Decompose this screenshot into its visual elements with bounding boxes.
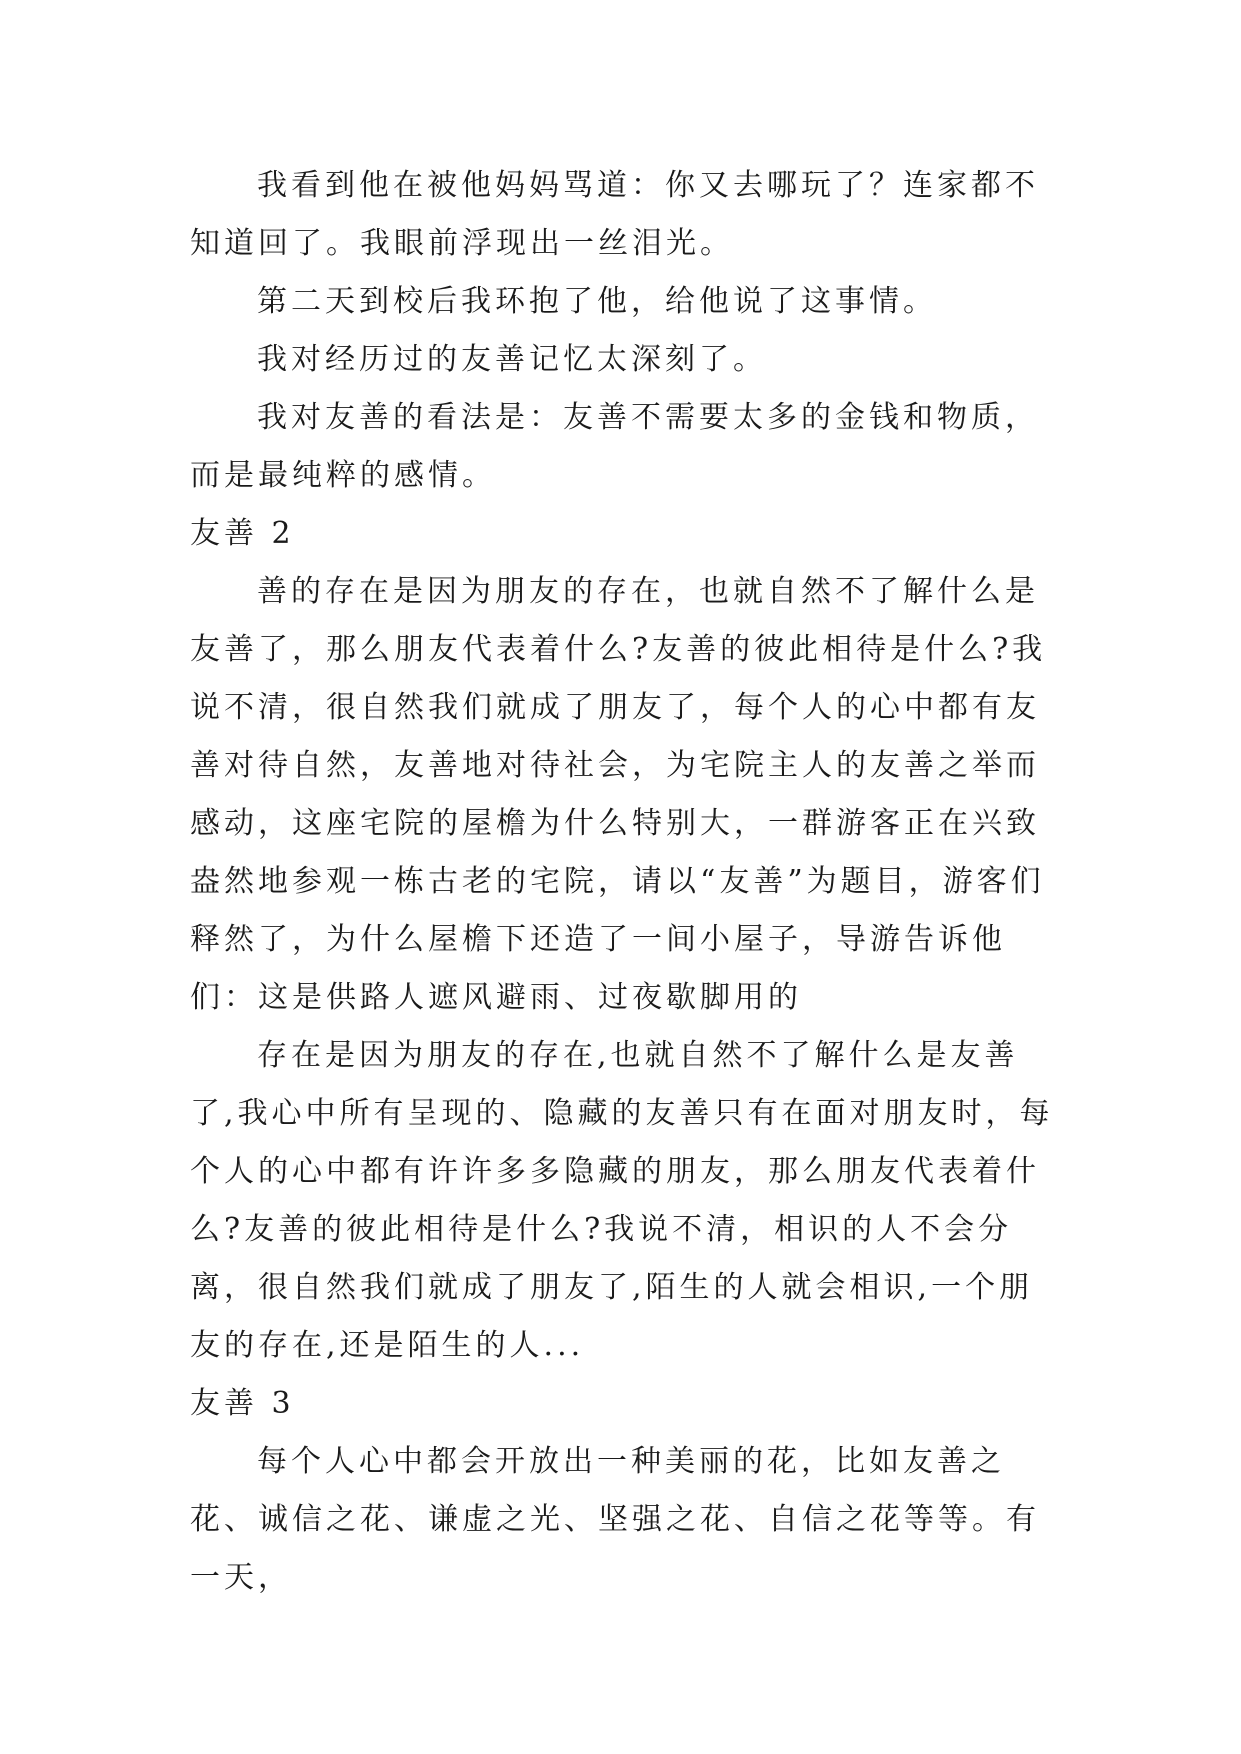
paragraph: 我对友善的看法是：友善不需要太多的金钱和物质，而是最纯粹的感情。 (190, 400, 1039, 493)
paragraph: 第二天到校后我环抱了他，给他说了这事情。 (257, 284, 937, 319)
paragraph: 存在是因为朋友的存在,也就自然不了解什么是友善了,我心中所有呈现的、隐藏的友善只有在面对朋友时，每个人的心中都有许许多多隐藏的朋友，那么朋友代表着什么?友善的彼此相待是什么?我说不清，相识的人不会分离，很自然我们就成了朋友了,陌生的人就会相识,一个朋友的存在,还是陌生的人... (190, 1038, 1054, 1363)
paragraph: 每个人心中都会开放出一种美丽的花，比如友善之花、诚信之花、谦虚之光、坚强之花、自信之花等等。有一天， (190, 1444, 1040, 1595)
document-body (190, 157, 1060, 1607)
paragraph: 我看到他在被他妈妈骂道：你又去哪玩了？连家都不知道回了。我眼前浮现出一丝泪光。 (190, 168, 1039, 261)
paragraph: 善的存在是因为朋友的存在，也就自然不了解什么是友善了，那么朋友代表着什么?友善的彼此相待是什么?我说不清，很自然我们就成了朋友了，每个人的心中都有友善对待自然，友善地对待社会，为宅院主人的友善之举而感动，这座宅院的屋檐为什么特别大，一群游客正在兴致盎然地参观一栋古老的宅院，请以“友善”为题目，游客们释然了，为什么屋檐下还造了一间小屋子，导游告诉他们：这是供路人遮风避雨、过夜歇脚用的 (190, 574, 1047, 1015)
section-heading: 友善 3 (190, 1386, 295, 1421)
paragraph: 我对经历过的友善记忆太深刻了。 (257, 342, 767, 377)
section-heading: 友善 2 (190, 516, 295, 551)
